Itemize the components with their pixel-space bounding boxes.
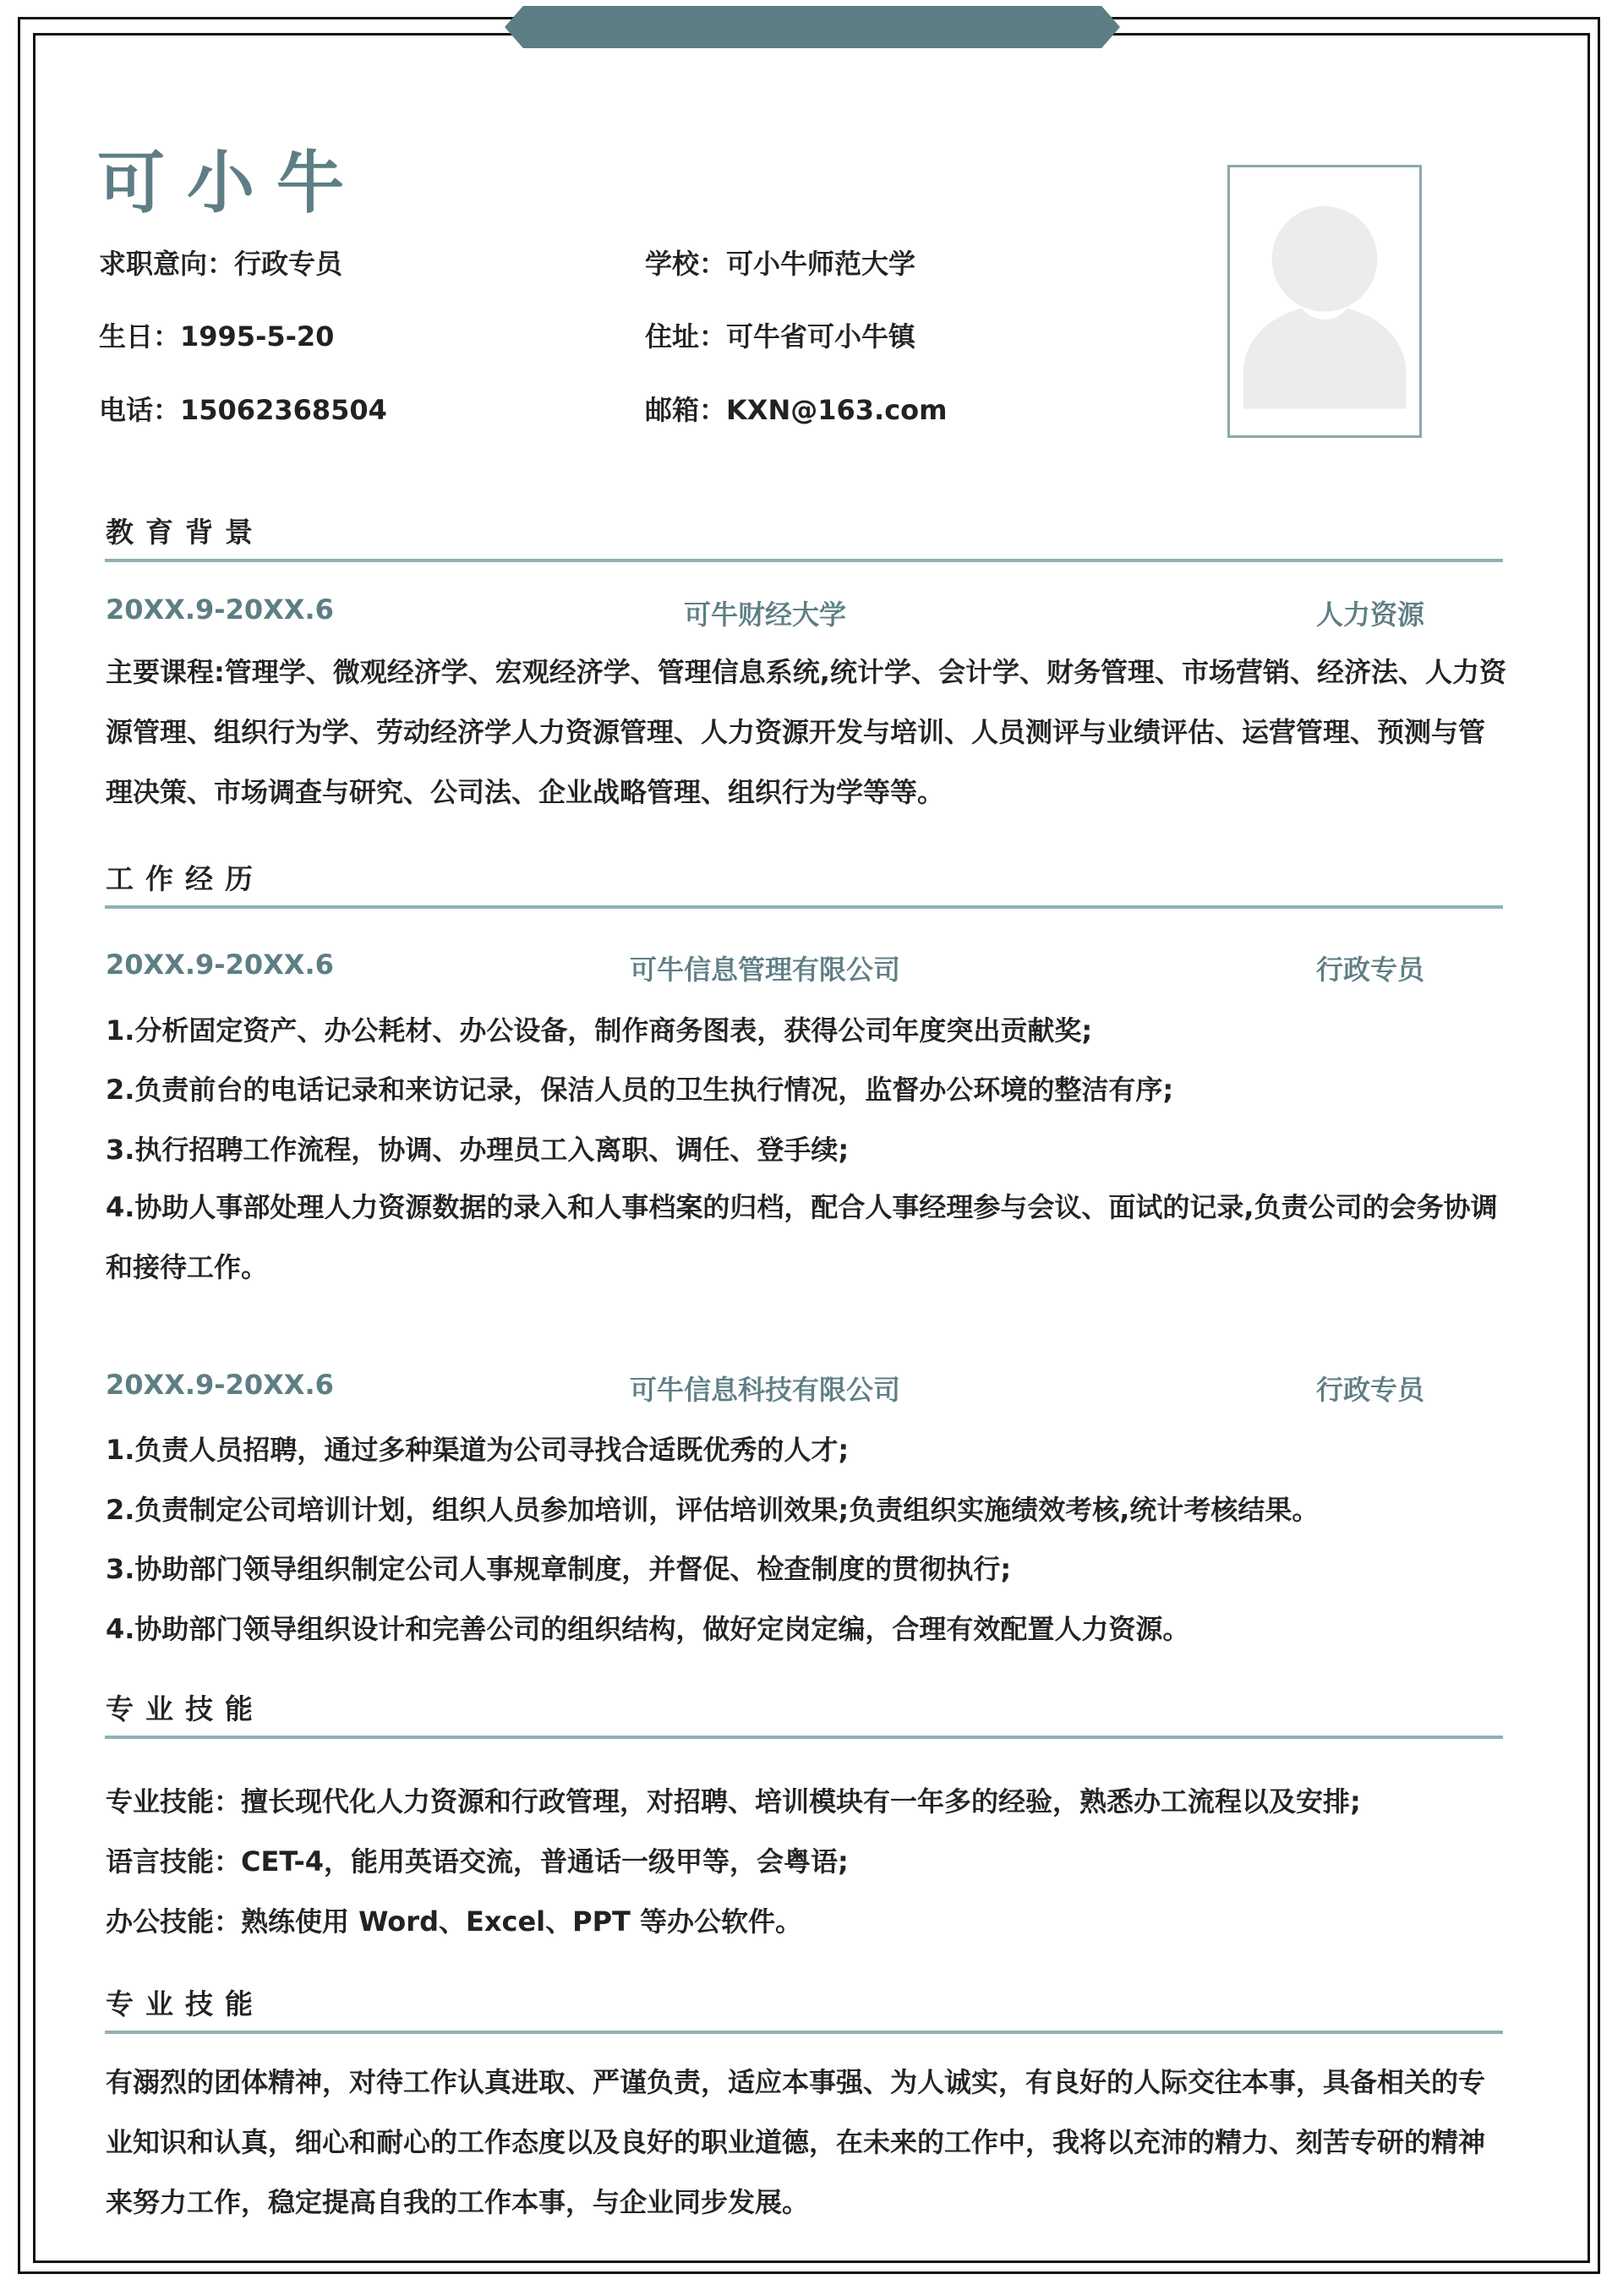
job-row — [106, 948, 1424, 986]
job-duty: 3.执行招聘工作流程，协调、办理员工入离职、调任、登手续; — [106, 1134, 850, 1166]
avatar-placeholder-icon — [1230, 167, 1419, 435]
job-duty: 1.分析固定资产、办公耗材、办公设备，制作商务图表，获得公司年度突出贡献奖; — [106, 1014, 1093, 1047]
education-divider — [105, 559, 1503, 562]
candidate-name: 可小牛 — [97, 144, 366, 222]
skill-item: 语言技能：CET-4，能用英语交流，普通话一级甲等，会粤语; — [106, 1845, 849, 1878]
job-company: 可牛信息科技有限公司 — [629, 1374, 900, 1406]
skill-item: 办公技能：熟练使用 Word、Excel、PPT 等办公软件。 — [106, 1905, 802, 1938]
profile-photo — [1227, 165, 1422, 438]
email: 邮箱：KXN@163.com — [645, 394, 948, 426]
job-row — [106, 1369, 1424, 1406]
education-major: 人力资源 — [1315, 599, 1424, 631]
self-evaluation-text: 有溺烈的团体精神，对待工作认真进取、严谨负责，适应本事强、为人诚实，有良好的人际交往本事，具备相关的专业知识和认真，细心和耐心的工作态度以及良好的职业道德，在未来的工作中，我将以充沛的精力、刻苦专研的精神来努力工作，稳定提高自我的工作本事，与企业同步发展。 — [106, 2066, 1486, 2218]
job-duty: 2.负责前台的电话记录和来访记录，保洁人员的卫生执行情况，监督办公环境的整洁有序; — [106, 1074, 1174, 1106]
job-role: 行政专员 — [1315, 954, 1424, 986]
school: 学校：可小牛师范大学 — [645, 248, 916, 280]
education-courses: 主要课程:管理学、微观经济学、宏观经济学、管理信息系统,统计学、会计学、财务管理、市场营销、经济法、人力资源管理、组织行为学、劳动经济学人力资源管理、人力资源开发与培训、人员测评与业绩评估、运营管理、预测与管理决策、市场调查与研究、公司法、企业战略管理、组织行为学等等。 — [106, 656, 1506, 808]
work-divider — [105, 905, 1503, 909]
education-section-title: 教育背景 — [106, 516, 265, 549]
self-section-title: 专业技能 — [106, 1987, 265, 2020]
self-divider — [105, 2031, 1503, 2034]
job-date: 20XX.9-20XX.6 — [106, 1369, 334, 1401]
job-duty: 4.协助人事部处理人力资源数据的录入和人事档案的归档，配合人事经理参与会议、面试的记录,负责公司的会务协调和接待工作。 — [106, 1191, 1498, 1283]
work-section-title: 工作经历 — [106, 862, 265, 895]
skill-item: 专业技能：擅长现代化人力资源和行政管理，对招聘、培训模块有一年多的经验，熟悉办工流程以及安排; — [106, 1785, 1361, 1818]
job-duty: 3.协助部门领导组织制定公司人事规章制度，并督促、检查制度的贯彻执行; — [106, 1553, 1012, 1585]
job-duty: 4.协助部门领导组织设计和完善公司的组织结构，做好定岗定编，合理有效配置人力资源。 — [106, 1613, 1190, 1645]
job-intent: 求职意向：行政专员 — [99, 248, 343, 280]
birthday: 生日：1995-5-20 — [99, 320, 335, 353]
phone: 电话：15062368504 — [99, 394, 387, 426]
education-school: 可牛财经大学 — [683, 599, 846, 631]
job-date: 20XX.9-20XX.6 — [106, 948, 334, 981]
address: 住址：可牛省可小牛镇 — [645, 320, 916, 353]
education-row — [106, 593, 1424, 631]
job-company: 可牛信息管理有限公司 — [629, 954, 900, 986]
job-duty: 2.负责制定公司培训计划，组织人员参加培训，评估培训效果;负责组织实施绩效考核,统计考核结果。 — [106, 1494, 1320, 1526]
top-ribbon-decoration — [505, 6, 1120, 48]
education-date: 20XX.9-20XX.6 — [106, 593, 334, 626]
job-duty: 1.负责人员招聘，通过多种渠道为公司寻找合适既优秀的人才; — [106, 1434, 850, 1466]
skills-section-title: 专业技能 — [106, 1692, 265, 1725]
job-role: 行政专员 — [1315, 1374, 1424, 1406]
skills-divider — [105, 1736, 1503, 1739]
